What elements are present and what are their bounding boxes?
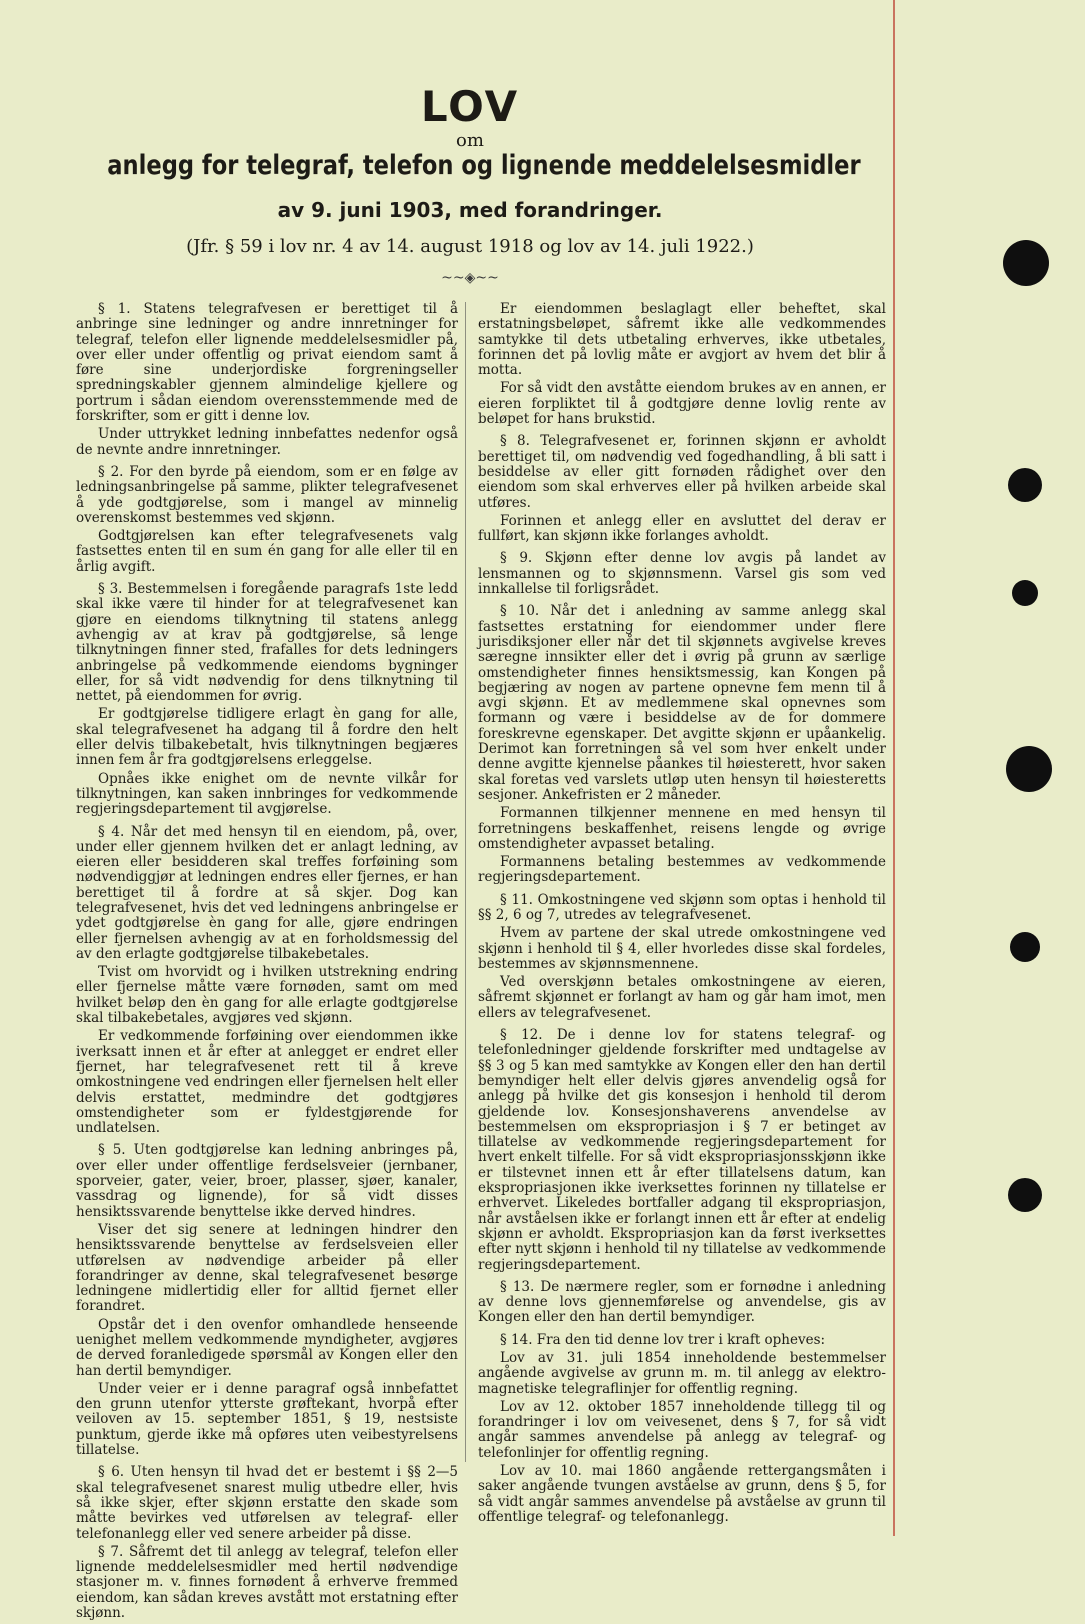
paragraph: § 13. De nærmere regler, som er fornødne i anledning av denne lovs gjennemførelse og anvendelse, gis av Kongen eller den han dertil bemyndiger. [478, 1278, 886, 1326]
ornament-divider: ~~◈~~ [441, 270, 499, 286]
paragraph: § 9. Skjønn efter denne lov avgis på landet av lensmannen og to skjønnsmenn. Varsel gis som ved innkallelse til forligsrådet. [478, 550, 886, 598]
punch-hole-2 [1008, 468, 1042, 502]
paragraph: Viser det sig senere at ledningen hindrer den hensiktssvarende benyttelse av ferdselsveien eller utførelsen av nødvendige arbeider på eller forandringer av denne, skal telegrafvesenet besørge ledningene midlertidig eller for alltid fjernet eller forandret. [76, 1221, 458, 1315]
law-dateline: av 9. juni 1903, med forandringer. [277, 198, 663, 222]
paragraph: § 7. Såfremt det til anlegg av telegraf, telefon eller lignende meddelelsesmidler med hertil nødvendige stasjoner m. v. finnes fornødent å erhverve fremmed eiendom, kan sådan kreves avstått mot erstatning efter skjønn. [76, 1543, 458, 1622]
law-subtitle: anlegg for telegraf, telefon og lignende meddelelsesmidler [107, 150, 861, 181]
paragraph: Formannens betaling bestemmes av vedkommende regjeringsdepartement. [478, 854, 886, 886]
paragraph: Hvem av partene der skal utrede omkostningene ved skjønn i henhold til § 4, eller hvorledes disse skal fordeles, bestemmes av skjønnsmennene. [478, 925, 886, 972]
paragraph: Ved overskjønn betales omkostningene av eieren, såfremt skjønnet er forlangt av ham og går ham imot, men ellers av telegrafvesenet. [478, 974, 886, 1021]
paragraph: § 4. Når det med hensyn til en eiendom, på, over, under eller gjennem hvilken det er anlagt ledning, av eieren eller besidderen skal treffes forføining som nødvendiggjør at ledningen endres eller fjernes, er han berettiget til å fordre at så skjer. Dog kan telegrafvesenet, hvis det ved ledningens anbringelse er ydet godtgjørelse èn gang for alle, gjøre endringen eller fjernelsen avhengig av at en forholdsmessig del av den erlagte godtgjørelse tilbakebetales. [76, 823, 458, 962]
paragraph: Er vedkommende forføining over eiendommen ikke iverksatt innen et år efter at anlegget er endret eller fjernet, har telegrafvesenet rett til å kreve omkostningene ved endringen eller fjernelsen helt eller delvis erstattet, medmindre det godtgjøres omstendigheter som er fyldestgjørende for undlatelsen. [76, 1028, 458, 1137]
paragraph: Opnåes ikke enighet om de nevnte vilkår for tilknytningen, kan saken innbringes for vedkommende regjeringsdepartement til avgjørelse. [76, 770, 458, 818]
margin-line [893, 0, 895, 1536]
paragraph: For så vidt den avståtte eiendom brukes av en annen, er eieren forpliktet til å godtgjøre denne lovlig rente av beløpet for hans brukstid. [478, 380, 887, 428]
paragraph: Formannen tilkjenner mennene en med hensyn til forretningens beskaffenhet, reisens lengde og øvrige omstendigheter avpasset betaling. [478, 805, 886, 852]
law-title: LOV [420, 82, 520, 131]
law-om: om [456, 130, 484, 151]
paragraph: § 3. Bestemmelsen i foregående paragrafs 1ste ledd skal ikke være til hinder for at telegrafvesenet kan gjøre en eiendoms tilknytning til statens anlegg avhengig av at krav på godtgjørelse, så lenge tilknytningen finner sted, frafalles for dets ledningers anbringelse på vedkommende eiendoms bygninger eller, for så vidt nødvendig for dens tilknytning til nettet, på eiendommen for øvrig. [76, 581, 458, 705]
paragraph: § 8. Telegrafvesenet er, forinnen skjønn er avholdt berettiget til, om nødvendig ved fogedhandling, å bli satt i besiddelse av eller gitt fornøden rådighet over den eiendom som skal erhverves eller på hvilken arbeide skal utføres. [478, 433, 886, 511]
paragraph: Lov av 10. mai 1860 angående rettergangsmåten i saker angående tvungen avståelse av grunn, dens § 5, for så vidt angår sammes anvendelse på avståelse av grunn til offentlige telegraf- og telefonanlegg. [478, 1463, 886, 1525]
paragraph: Lov av 12. oktober 1857 inneholdende tillegg til og forandringer i lov om veivesenet, dens § 7, for så vidt angår sammes anvendelse på anlegg av telegraf- og telefonlinjer for offentlig regning. [478, 1398, 886, 1461]
paragraph: Opstår det i den ovenfor omhandlede henseende uenighet mellem vedkommende myndigheter, avgjøres de derved foranledigede spørsmål av Kongen eller den han dertil bemyndiger. [76, 1316, 458, 1379]
right-column [478, 302, 886, 1528]
paragraph: § 10. Når det i anledning av samme anlegg skal fastsettes erstatning for eiendommer under flere jurisdiksjoner eller når det til skjønnets avgivelse kreves særegne innsikter eller det i øvrig på grunn av særlige omstendigheter finnes hensiktsmessig, kan Kongen på begjæring av nogen av partene opnevne fem menn til å avgi skjønn. Et av medlemmene skal opnevnes som formann og være i besiddelse av de for dommere foreskrevne egenskaper. Det avgitte skjønn er upåankelig. Derimot kan forretningen så vel som hver enkelt under denne avgitte kjennelse påankes til høiesterett, hvor saken skal foretas ved varslets utløp uten hensyn til høiesteretts sesjoner. Ankefristen er 2 måneder. [478, 603, 886, 803]
left-column [76, 302, 458, 1624]
paragraph: § 2. For den byrde på eiendom, som er en følge av ledningsanbringelse på samme, plikter telegrafvesenet å yde godtgjørelse, som i mangel av minnelig overenskomst bestemmes ved skjønn. [76, 463, 458, 526]
punch-hole-5 [1010, 932, 1040, 962]
paragraph: § 6. Uten hensyn til hvad det er bestemt i §§ 2—5 skal telegrafvesenet snarest mulig utbedre eller, hvis så ikke skjer, efter skjønn erstatte den skade som måtte bevirkes ved utførelsen av telegraf- eller telefonanlegg eller ved senere arbeider på disse. [76, 1464, 458, 1542]
paragraph: Lov av 31. juli 1854 inneholdende bestemmelser angående avgivelse av grunn m. m. til anlegg av elektro-magnetiske telegraflinjer for offentlig regning. [478, 1350, 886, 1397]
paragraph: Er godtgjørelse tidligere erlagt èn gang for alle, skal telegrafvesenet ha adgang til å fordre den helt eller delvis tilbakebetalt, hvis tilknytningen begjæres innen fem år fra godtgjørelsens erleggelse. [76, 706, 458, 769]
paragraph: Under uttrykket ledning innbefattes nedenfor også de nevnte andre innretninger. [76, 426, 458, 458]
punch-hole-1 [1003, 240, 1049, 286]
paragraph: Forinnen et anlegg eller en avsluttet del derav er fullført, kan skjønn ikke forlanges avholdt. [478, 512, 886, 545]
law-reference: (Jfr. § 59 i lov nr. 4 av 14. august 1918 og lov av 14. juli 1922.) [186, 236, 754, 257]
paragraph: § 14. Fra den tid denne lov trer i kraft opheves: [500, 1331, 826, 1348]
punch-hole-6 [1008, 1178, 1042, 1212]
column-divider [465, 302, 466, 1462]
paragraph: Under veier er i denne paragraf også innbefattet den grunn utenfor ytterste grøftekant, hvorpå efter veiloven av 15. september 1851, § 19, nestsiste punktum, gjerde ikke må opføres uten veibestyrelsens tillatelse. [76, 1380, 458, 1459]
paragraph: § 5. Uten godtgjørelse kan ledning anbringes på, over eller under offentlige ferdselsveier (jernbaner, sporveier, gater, veier, broer, plasser, sjøer, kanaler, vassdrag og lignende), for så vidt disses hensiktssvarende benyttelse ikke derved hindres. [76, 1142, 458, 1220]
paragraph: Tvist om hvorvidt og i hvilken utstrekning endring eller fjernelse måtte være fornøden, samt om med hvilket beløp den èn gang for alle erlagte godtgjørelse skal tilbakebetales, avgjøres ved skjønn. [76, 964, 458, 1027]
paragraph: § 1. Statens telegrafvesen er berettiget til å anbringe sine ledninger og andre innretninger for telegraf, telefon eller lignende meddelelsesmidler på, over eller under offentlig og privat eiendom samt å føre sine underjordiske forgreningseller spredningskabler gjennem almindelige kjellere og portrum i sådan eiendom overensstemmende med de forskrifter, som er gitt i denne lov. [76, 301, 458, 425]
punch-hole-4 [1006, 746, 1052, 792]
paragraph: Er eiendommen beslaglagt eller beheftet, skal erstatningsbeløpet, såfremt ikke alle vedkommendes samtykke til dets utbetaling erhverves, ikke utbetales, forinnen det på lovlig måte er avgjort av hvem det blir å motta. [478, 301, 886, 379]
paragraph: § 11. Omkostningene ved skjønn som optas i henhold til §§ 2, 6 og 7, utredes av telegrafvesenet. [478, 891, 886, 923]
paragraph: § 12. De i denne lov for statens telegraf- og telefonledninger gjeldende forskrifter med undtagelse av §§ 3 og 5 kan med samtykke av Kongen eller den han dertil bemyndiger helt eller delvis gjøres anvendelig også for anlegg på hvilke det gis konsesjon i henhold til derom gjeldende lov. Konsesjonshaverens anvendelse av bestemmelsen om ekspropriasjon i § 7 er betinget av tillatelse av vedkommende regjeringsdepartement for hvert enkelt tilfelle. For så vidt ekspropriasjonsskjønn ikke er tilstevnet innen ett år efter tillatelsens datum, kan ekspropriasjonen ikke iverksettes forinnen ny tillatelse er erhvervet. Likeledes bortfaller adgang til ekspropriasjon, når avståelsen ikke er forlangt innen ett år efter at endelig skjønn er avholdt. Ekspropriasjon kan da først iverksettes efter nytt skjønn i henhold til ny tillatelse av vedkommende regjeringsdepartement. [478, 1027, 886, 1273]
punch-hole-3 [1012, 580, 1038, 606]
paragraph: Godtgjørelsen kan efter telegrafvesenets valg fastsettes enten til en sum én gang for alle eller til en årlig avgift. [76, 528, 458, 575]
